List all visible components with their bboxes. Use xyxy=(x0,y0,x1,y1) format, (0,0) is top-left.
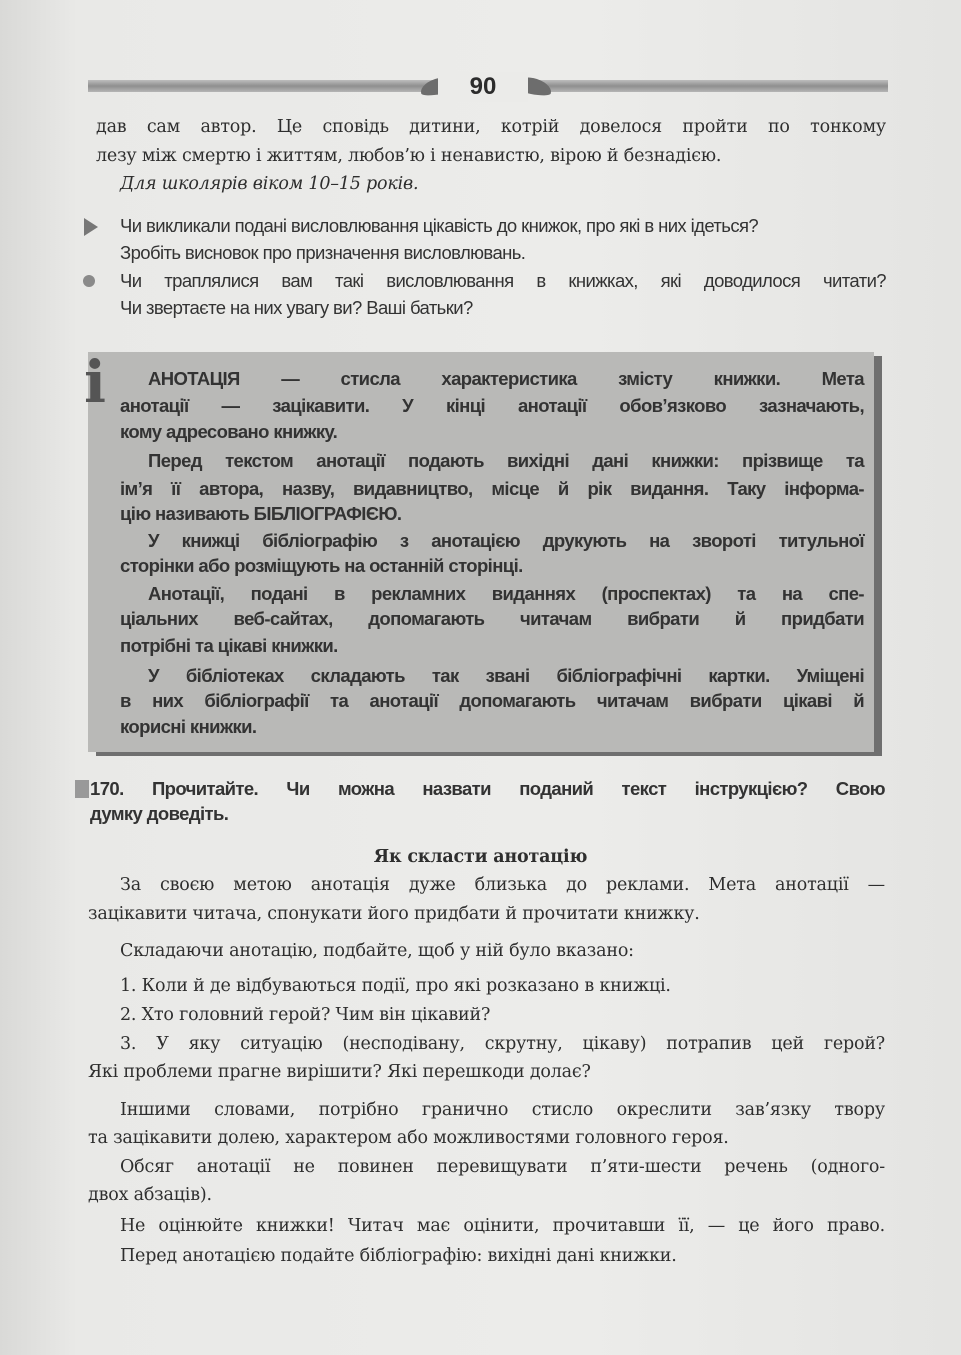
exercise-text-line: За своєю метою анотація дуже близька до реклами. Мета анотації — xyxy=(120,875,885,895)
exercise-text-line: двох абзаців). xyxy=(88,1185,212,1205)
definition-line: сторінки або розміщують на останній сторінці. xyxy=(120,555,523,576)
dot-bullet-icon xyxy=(83,275,95,287)
definition-line: в них бібліографії та анотації допомагають читачам вибрати цікаві й xyxy=(120,690,864,711)
definition-line: Перед текстом анотації подають вихідні дані книжки: прізвище та xyxy=(148,450,864,471)
question-line: Зробіть висновок про призначення висловлювань. xyxy=(120,242,526,263)
definition-line: АНОТАЦІЯ — стисла характеристика змісту книжки. Мета xyxy=(148,368,864,389)
exercise-text-line: зацікавити читача, спонукати його придбати й прочитати книжку. xyxy=(88,904,700,924)
exercise-text-line: Перед анотацією подайте бібліографію: вихідні дані книжки. xyxy=(120,1246,677,1266)
arrow-bullet-icon xyxy=(84,218,98,236)
exercise-text-line: Складаючи анотацію, подбайте, щоб у ній було вказано: xyxy=(120,941,634,961)
intro-line: дав сам автор. Це сповідь дитини, котрій довелося пройти по тонкому xyxy=(96,117,886,137)
definition-line: анотації — зацікавити. У кінці анотації обов’язково зазначають, xyxy=(120,395,864,416)
exercise-text-line: Обсяг анотації не повинен перевищувати п’яти-шести речень (одного- xyxy=(120,1157,885,1177)
intro-line: лезу між смертю і життям, любов’ю і ненавистю, вірою й безнадією. xyxy=(96,146,722,166)
exercise-text-line: 1. Коли й де відбуваються події, про які розказано в книжці. xyxy=(120,976,671,996)
exercise-text-line: Які проблеми прагне вирішити? Які перешкоди долає? xyxy=(88,1062,591,1082)
page-number: 90 xyxy=(438,72,528,102)
definition-line: корисні книжки. xyxy=(120,716,257,737)
exercise-text-line: 3. У яку ситуацію (несподівану, скрутну, цікаву) потрапив цей герой? xyxy=(120,1034,885,1054)
exercise-task-line: 170. Прочитайте. Чи можна назвати поданий текст інструкцією? Свою xyxy=(90,778,885,799)
definition-line: Анотації, подані в рекламних виданнях (проспектах) та на спе- xyxy=(148,583,864,604)
question-line: Чи викликали подані висловлювання цікавість до книжок, про які в них ідеться? xyxy=(120,215,759,236)
definition-line: цію називають БІБЛІОГРАФІЄЮ. xyxy=(120,503,402,524)
exercise-text-line: та зацікавити долею, характером або можливостями головного героя. xyxy=(88,1128,729,1148)
exercise-marker-icon xyxy=(75,780,89,798)
definition-line: У бібліотеках складають так звані бібліографічні картки. Уміщені xyxy=(148,665,864,686)
definition-line: кому адресовано книжку. xyxy=(120,421,338,442)
exercise-text-line: Не оцінюйте книжки! Читач має оцінити, прочитавши її, — це його право. xyxy=(120,1216,885,1236)
text-title: Як скласти анотацію xyxy=(373,847,588,867)
exercise-text-line: Іншими словами, потрібно гранично стисло окреслити зав’язку твору xyxy=(120,1100,885,1120)
exercise-task-line: думку доведіть. xyxy=(90,803,229,824)
definition-line: У книжці бібліографію з анотацією друкують на звороті титульної xyxy=(148,530,864,551)
definition-line: ціальних веб-сайтах, допомагають читачам вибрати й придбати xyxy=(120,608,864,629)
definition-line: потрібні та цікаві книжки. xyxy=(120,635,338,656)
question-line: Чи звертаєте на них увагу ви? Ваші батьки? xyxy=(120,297,473,318)
question-line: Чи траплялися вам такі висловлювання в книжках, які доводилося читати? xyxy=(120,270,886,291)
info-i-icon: i xyxy=(84,348,107,416)
exercise-text-line: 2. Хто головний герой? Чим він цікавий? xyxy=(120,1005,491,1025)
intro-audience: Для школярів віком 10–15 років. xyxy=(120,174,419,194)
definition-line: ім’я її автора, назву, видавництво, місце й рік видання. Таку інформа- xyxy=(120,478,864,499)
